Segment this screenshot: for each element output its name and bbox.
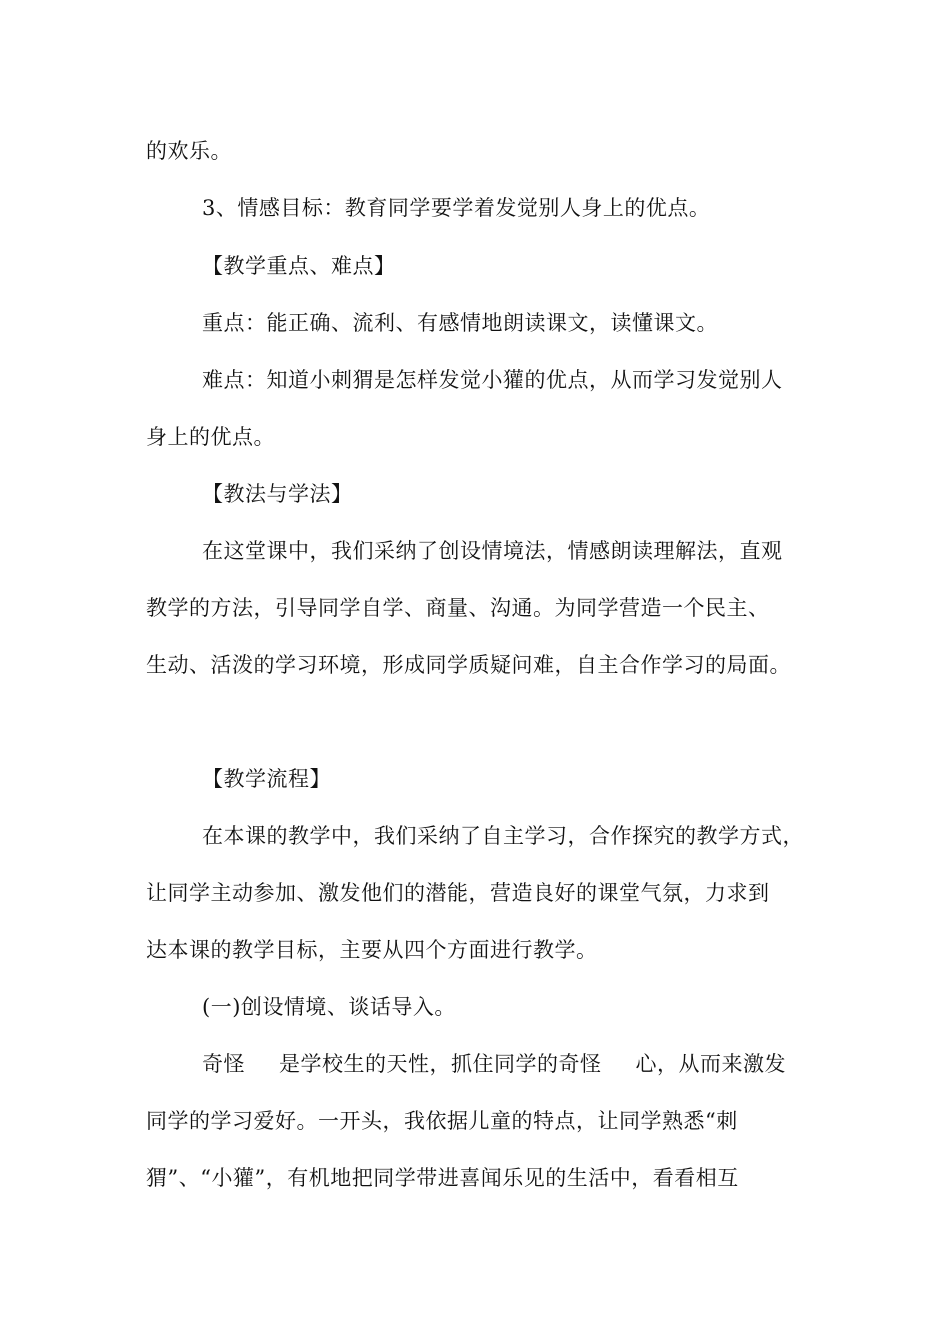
text-fragment: 是学校生的天性，抓住同学的奇怪 (279, 1052, 602, 1076)
paragraph-line: 达本课的教学目标，主要从四个方面进行教学。 (146, 938, 598, 962)
paragraph-line (202, 1050, 786, 1078)
paragraph-line: 同学的学习爱好。一开头，我依据儿童的特点，让同学熟悉“刺 (146, 1109, 738, 1133)
section-heading: 【教学重点、难点】 (202, 254, 396, 278)
paragraph-line: 3、情感目标：教育同学要学着发觉别人身上的优点。 (202, 196, 711, 220)
paragraph-line: 猬”、“小獾”，有机地把同学带进喜闻乐见的生活中，看看相互 (146, 1166, 739, 1190)
paragraph-line: 重点：能正确、流利、有感情地朗读课文，读懂课文。 (202, 311, 718, 335)
text-fragment: 心，从而来激发 (635, 1052, 786, 1076)
paragraph-line: 在本课的教学中，我们采纳了自主学习，合作探究的教学方式， (202, 824, 804, 848)
paragraph-line: 在这堂课中，我们采纳了创设情境法，情感朗读理解法，直观 (202, 539, 783, 563)
paragraph-line: 的欢乐。 (146, 139, 232, 163)
paragraph-line: 生动、活泼的学习环境，形成同学质疑问难，自主合作学习的局面。 (146, 653, 791, 677)
paragraph-line: 让同学主动参加、激发他们的潜能，营造良好的课堂气氛，力求到 (146, 881, 770, 905)
text-fragment: 奇怪 (202, 1052, 245, 1076)
paragraph-line: 难点：知道小刺猬是怎样发觉小獾的优点，从而学习发觉别人 (202, 368, 783, 392)
subsection-heading: (一)创设情境、谈话导入。 (202, 995, 456, 1019)
section-heading: 【教学流程】 (202, 767, 331, 791)
section-heading: 【教法与学法】 (202, 482, 353, 506)
paragraph-line: 身上的优点。 (146, 425, 275, 449)
paragraph-line: 教学的方法，引导同学自学、商量、沟通。为同学营造一个民主、 (146, 596, 770, 620)
